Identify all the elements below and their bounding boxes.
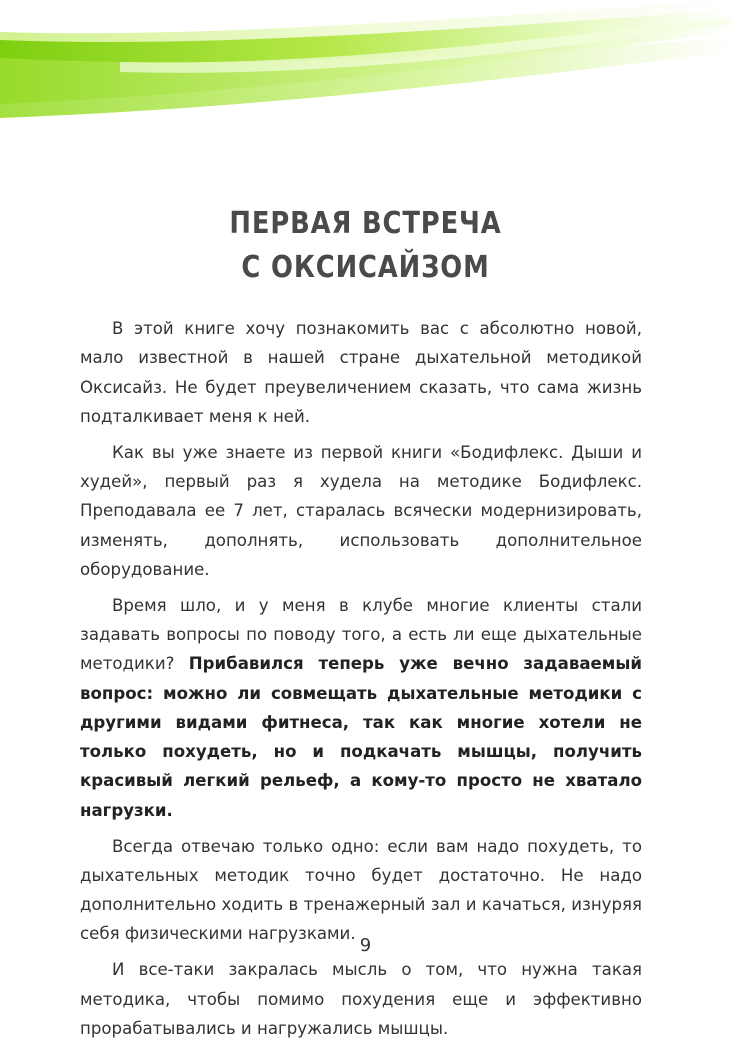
paragraph bbox=[80, 591, 642, 825]
paragraph-bold-text: Прибавился теперь уже вечно задаваемый вопрос: можно ли совмещать дыхательные методики с другими видами фитнеса, так как многие хотели не только похудеть, но и подкачать мышцы, получить красивый легкий рельеф, а кому-то просто не хватало нагрузки. bbox=[80, 654, 642, 820]
paragraph: Как вы уже знаете из первой книги «Бодифлекс. Дыши и худей», первый раз я худела на методике Бодифлекс. Преподавала ее 7 лет, старалась всячески модернизировать, изменять, дополнять, использовать дополнительное оборудование. bbox=[80, 442, 642, 579]
decorative-green-wave bbox=[0, 0, 731, 130]
paragraph: Всегда отвечаю только одно: если вам надо похудеть, то дыхательных методик точно будет достаточно. Не надо дополнительно ходить в тренажерный зал и качаться, изнуряя себя физическими нагрузками. bbox=[80, 836, 642, 944]
paragraph-text: Время шло, и у меня в клубе многие клиенты стали задавать вопросы по поводу того, а есть ли еще дыхательные методики? bbox=[80, 595, 642, 674]
page-number: 9 bbox=[359, 935, 372, 956]
title-line-1: ПЕРВАЯ ВСТРЕЧА bbox=[229, 206, 502, 241]
paragraph: И все-таки закралась мысль о том, что нужна такая методика, чтобы помимо похудения еще и эффективно прорабатывались и нагружались мышцы. bbox=[80, 960, 642, 1038]
page-title bbox=[51, 202, 680, 290]
paragraph: В этой книге хочу познакомить вас с абсолютно новой, мало известной в нашей стране дыхательной методикой Оксисайз. Не будет преувеличением сказать, что сама жизнь подталкивает меня к ней. bbox=[80, 319, 642, 426]
title-line-2: С ОКСИСАЙЗОМ bbox=[241, 250, 490, 285]
